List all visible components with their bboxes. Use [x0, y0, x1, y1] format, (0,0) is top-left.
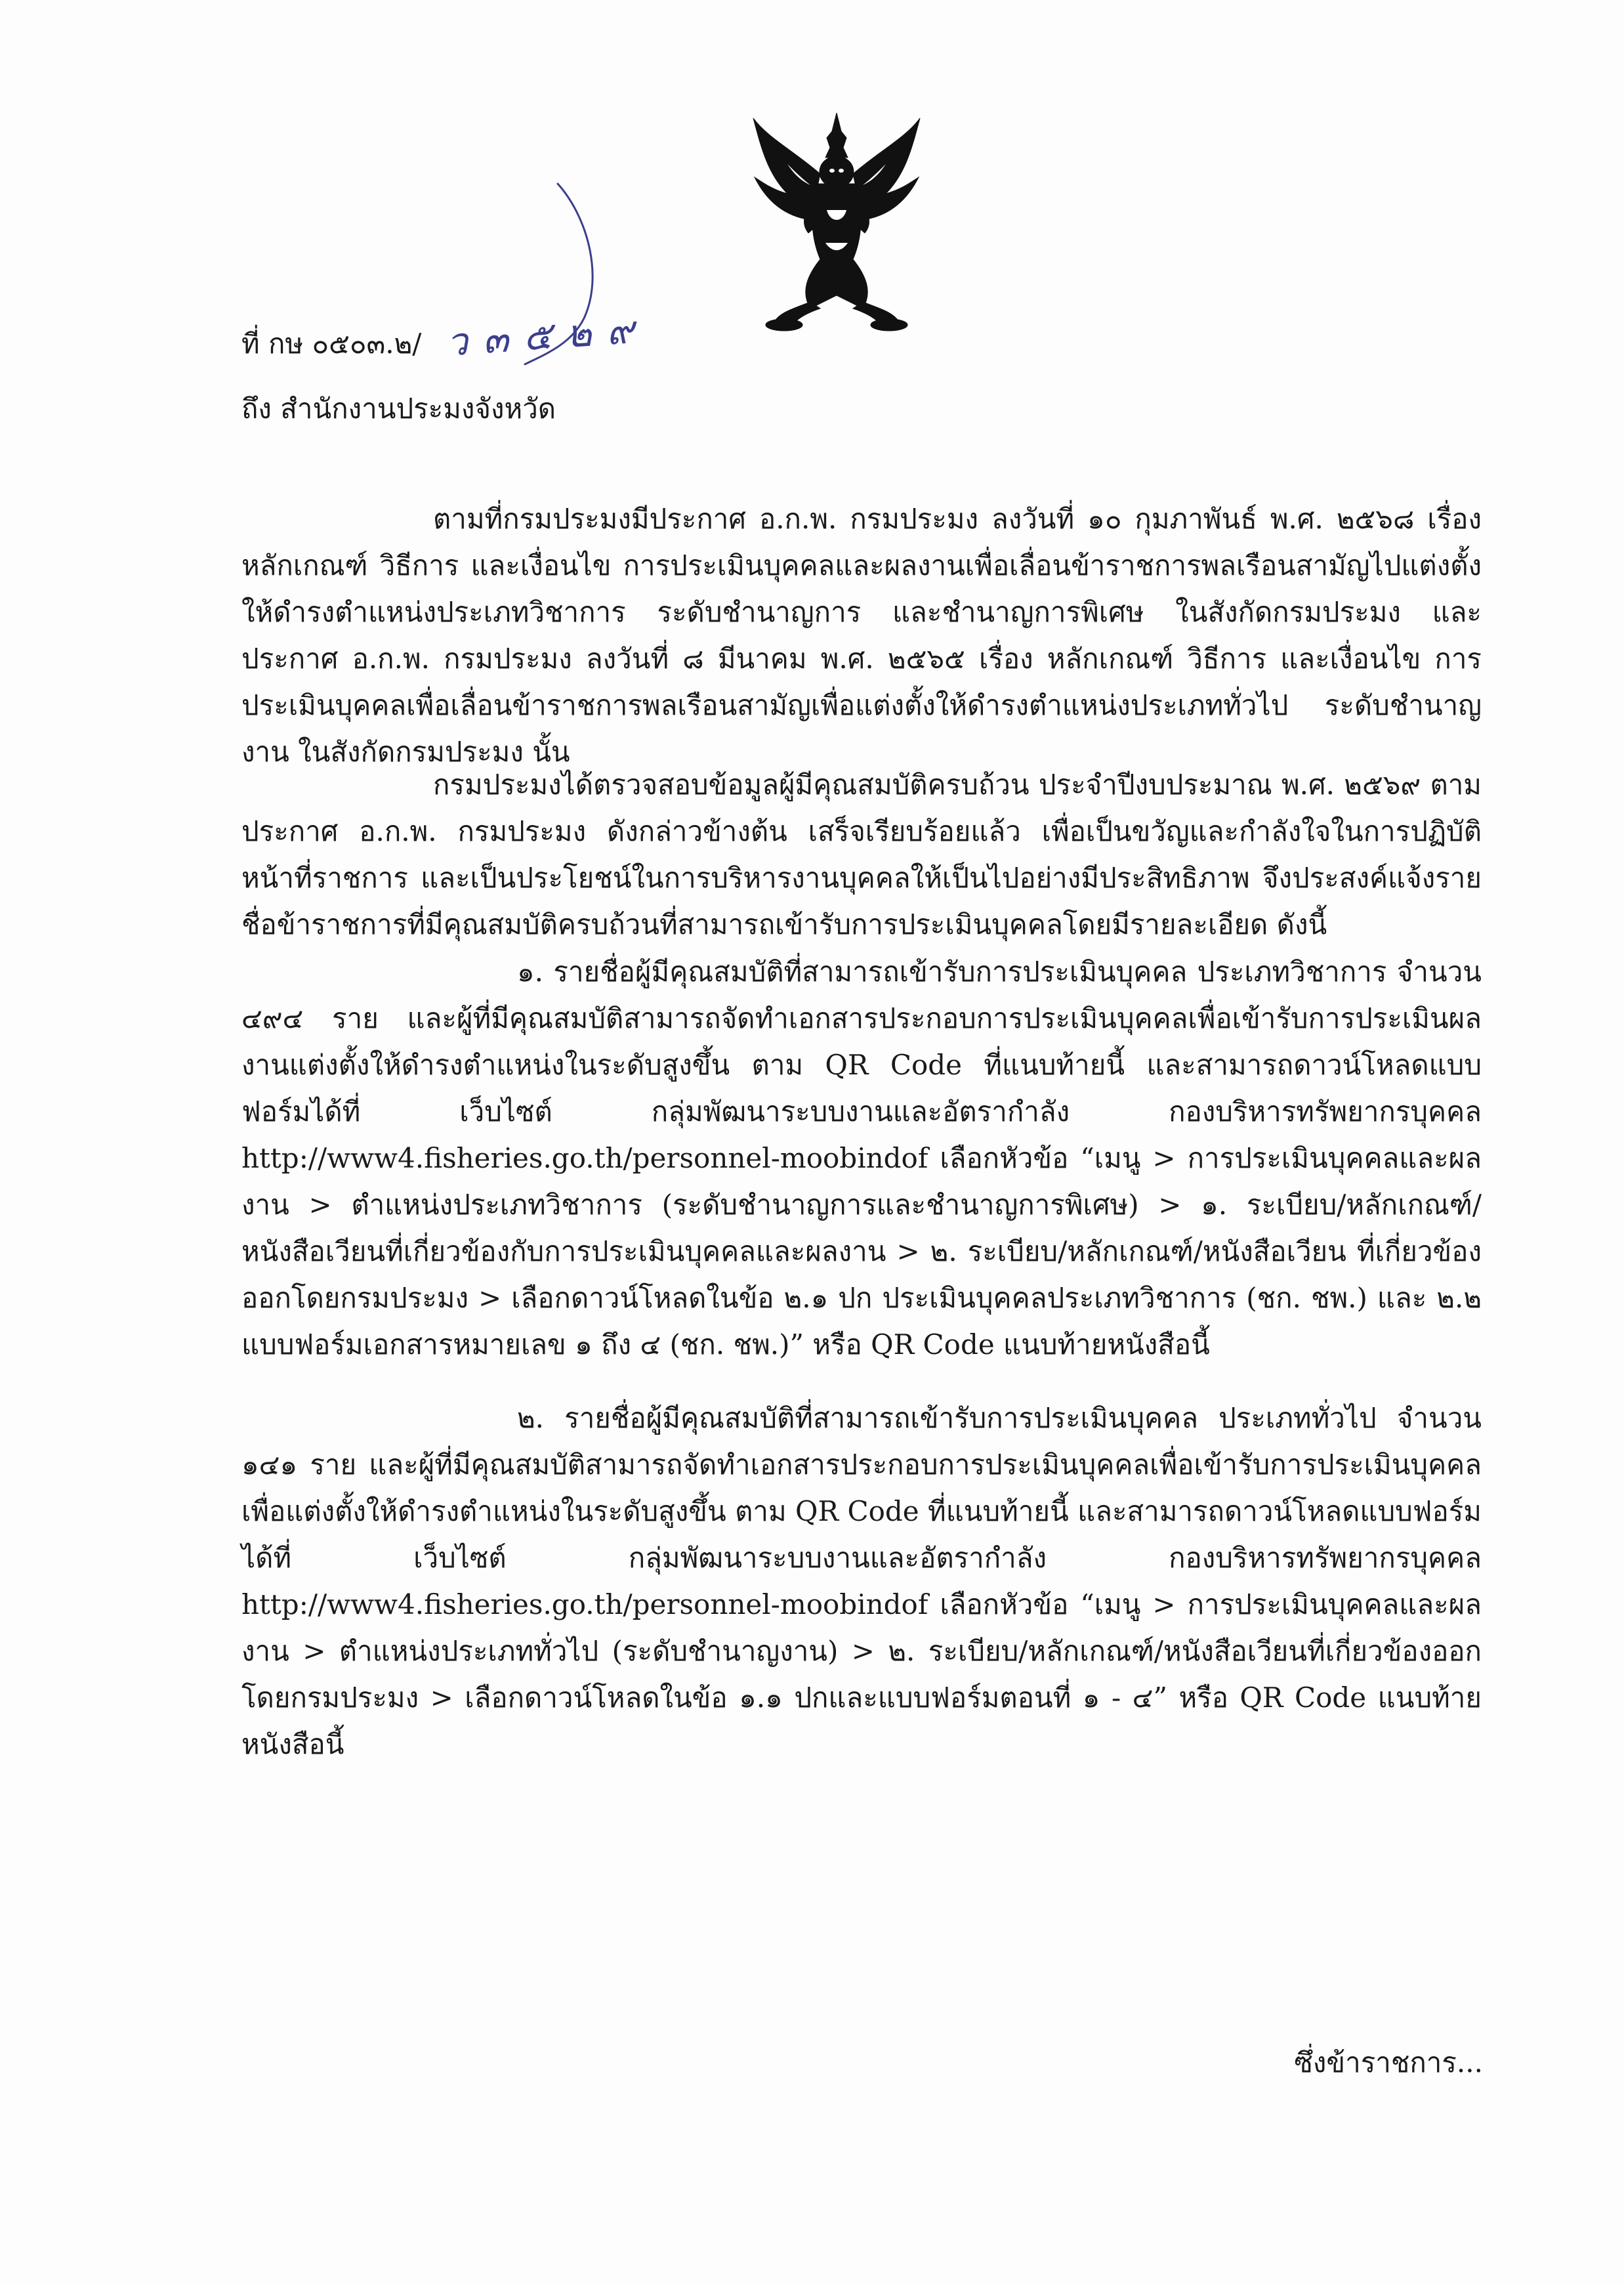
paragraph-intro: ตามที่กรมประมงมีประกาศ อ.ก.พ. กรมประมง ลงวันที่ ๑๐ กุมภาพันธ์ พ.ศ. ๒๕๖๘ เรื่อง หลักเกณฑ์ วิธีการ และเงื่อนไข การประเมินบุคคลและผลงานเพื่อเลื่อนข้าราชการพลเรือนสามัญไปแต่งตั้งให้ดำรงตำแหน่งประเภทวิชาการ ระดับชำนาญการ และชำนาญการพิเศษ ในสังกัดกรมประมง และประกาศ อ.ก.พ. กรมประมง ลงวันที่ ๘ มีนาคม พ.ศ. ๒๕๖๕ เรื่อง หลักเกณฑ์ วิธีการ และเงื่อนไข การประเมินบุคคลเพื่อเลื่อนข้าราชการพลเรือนสามัญเพื่อแต่งตั้งให้ดำรงตำแหน่งประเภททั่วไป ระดับชำนาญงาน ในสังกัดกรมประมง นั้น [241, 503, 1482, 768]
addressee-line: ถึง สำนักงานประมงจังหวัด [241, 392, 556, 425]
list-item-academic: ๑. รายชื่อผู้มีคุณสมบัติที่สามารถเข้ารับการประเมินบุคคล ประเภทวิชาการ จำนวน ๔๙๔ ราย และผู้ที่มีคุณสมบัติสามารถจัดทำเอกสารประกอบการประเมินบุคคลเพื่อเข้ารับการประเมินผลงานแต่งตั้งให้ดำรงตำแหน่งในระดับสูงขึ้น ตาม QR Code ที่แนบท้ายนี้ และสามารถดาวน์โหลดแบบฟอร์มได้ที่ เว็บไซต์ กลุ่มพัฒนาระบบงานและอัตรากำลัง กองบริหารทรัพยากรบุคคล http://www4.fisheries.go.th/personnel-moobindof เลือกหัวข้อ “เมนู > การประเมินบุคคลและผลงาน > ตำแหน่งประเภทวิชาการ (ระดับชำนาญการและชำนาญการพิเศษ) > ๑. ระเบียบ/หลักเกณฑ์/หนังสือเวียนที่เกี่ยวข้องกับการประเมินบุคคลและผลงาน > ๒. ระเบียบ/หลักเกณฑ์/หนังสือเวียน ที่เกี่ยวข้องออกโดยกรมประมง > เลือกดาวน์โหลดในข้อ ๒.๑ ปก ประเมินบุคคลประเภทวิชาการ (ชก. ชพ.) และ ๒.๒ แบบฟอร์มเอกสารหมายเลข ๑ ถึง ๔ (ชก. ชพ.)” หรือ QR Code แนบท้ายหนังสือนี้ [241, 956, 1482, 1361]
paragraph-review: กรมประมงได้ตรวจสอบข้อมูลผู้มีคุณสมบัติครบถ้วน ประจำปีงบประมาณ พ.ศ. ๒๕๖๙ ตาม ประกาศ อ.ก.พ. กรมประมง ดังกล่าวข้างต้น เสร็จเรียบร้อยแล้ว เพื่อเป็นขวัญและกำลังใจในการปฏิบัติหน้าที่ราชการ และเป็นประโยชน์ในการบริหารงานบุคคลให้เป็นไปอย่างมีประสิทธิภาพ จึงประสงค์แจ้งรายชื่อข้าราชการที่มีคุณสมบัติครบถ้วนที่สามารถเข้ารับการประเมินบุคคลโดยมีรายละเอียด ดังนี้ [241, 769, 1482, 941]
list-item-general: ๒. รายชื่อผู้มีคุณสมบัติที่สามารถเข้ารับการประเมินบุคคล ประเภททั่วไป จำนวน ๑๔๑ ราย และผู้ที่มีคุณสมบัติสามารถจัดทำเอกสารประกอบการประเมินบุคคลเพื่อเข้ารับการประเมินบุคคลเพื่อแต่งตั้งให้ดำรงตำแหน่งในระดับสูงขึ้น ตาม QR Code ที่แนบท้ายนี้ และสามารถดาวน์โหลดแบบฟอร์มได้ที่ เว็บไซต์ กลุ่มพัฒนาระบบงานและอัตรากำลัง กองบริหารทรัพยากรบุคคล http://www4.fisheries.go.th/personnel-moobindof เลือกหัวข้อ “เมนู > การประเมินบุคคลและผลงาน > ตำแหน่งประเภททั่วไป (ระดับชำนาญงาน) > ๒. ระเบียบ/หลักเกณฑ์/หนังสือเวียนที่เกี่ยวข้องออกโดยกรมประมง > เลือกดาวน์โหลดในข้อ ๑.๑ ปกและแบบฟอร์มตอนที่ ๑ - ๔” หรือ QR Code แนบท้ายหนังสือนี้ [241, 1402, 1482, 1760]
continuation-note: ซึ่งข้าราชการ... [1294, 2046, 1483, 2079]
reference-number: ที่ กษ ๐๕๐๓.๒/ [241, 328, 422, 360]
handwritten-number: ว ๓ ๕ ๒ ๙ [445, 307, 637, 365]
garuda-emblem-icon [748, 112, 925, 335]
